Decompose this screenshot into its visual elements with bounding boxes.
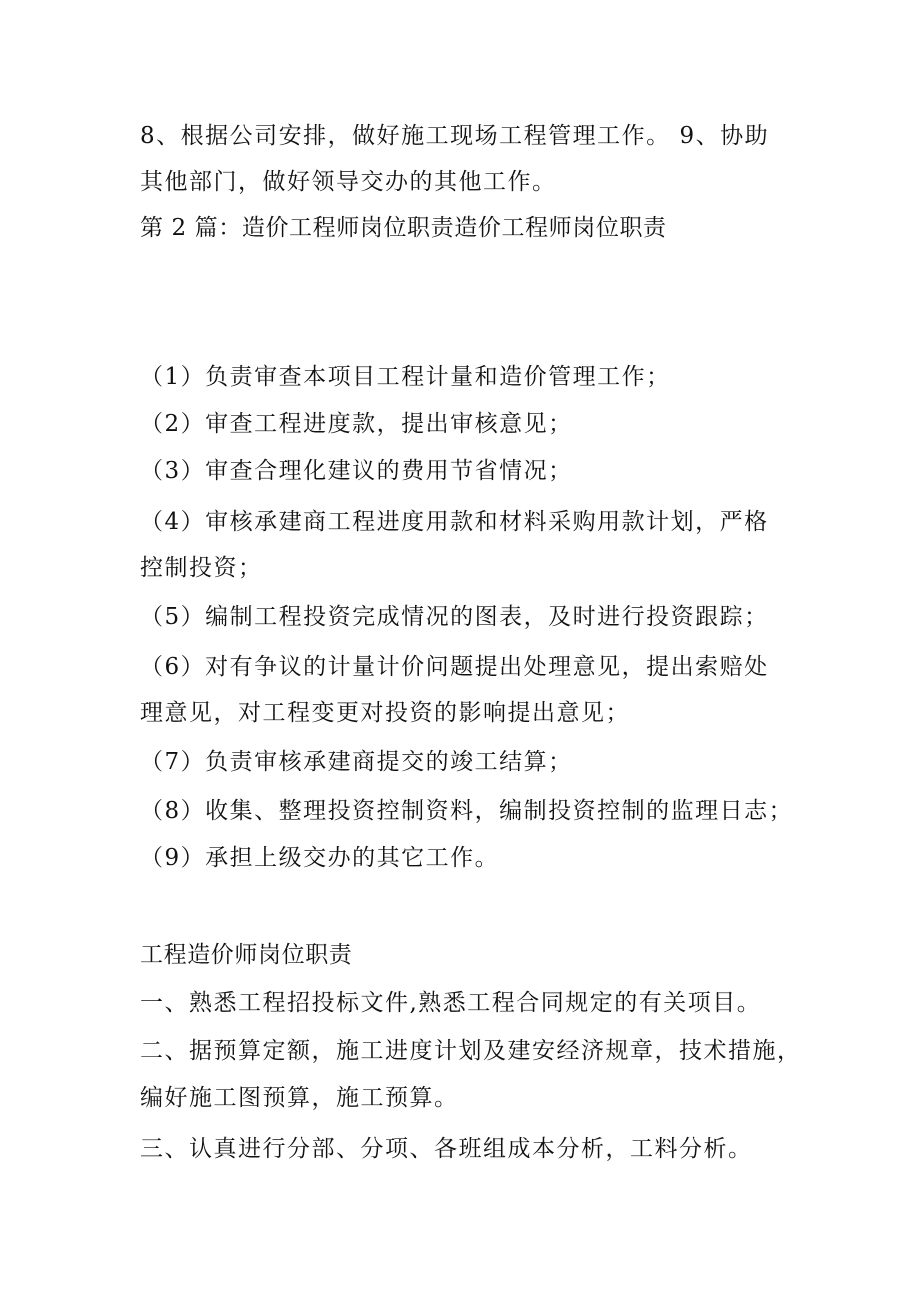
duty-item-1: （1）负责审查本项目工程计量和造价管理工作； <box>140 364 671 390</box>
duty-item-6-continued: 理意见，对工程变更对投资的影响提出意见； <box>140 700 630 726</box>
intro-line-2: 其他部门，做好领导交办的其他工作。 <box>140 169 557 195</box>
duty-item-9: （9）承担上级交办的其它工作。 <box>140 845 500 871</box>
duty-item-6: （6）对有争议的计量计价问题提出处理意见，提出索赔处 <box>140 654 769 680</box>
article-title: 第 2 篇：造价工程师岗位职责造价工程师岗位职责 <box>140 215 667 241</box>
duty-item-3: （3）审查合理化建议的费用节省情况； <box>140 458 573 484</box>
intro-line-1: 8、根据公司安排，做好施工现场工程管理工作。 9、协助 <box>140 123 770 149</box>
duty-item-2: （2）审查工程进度款，提出审核意见； <box>140 411 573 437</box>
duty-item-4-continued: 控制投资； <box>140 555 263 581</box>
duty-item-7: （7）负责审核承建商提交的竣工结算； <box>140 749 573 775</box>
duty-item-4: （4）审核承建商工程进度用款和材料采购用款计划，严格 <box>140 509 769 535</box>
duty-item-5: （5）编制工程投资完成情况的图表，及时进行投资跟踪； <box>140 604 769 630</box>
section-item-1: 一、熟悉工程招投标文件,熟悉工程合同规定的有关项目。 <box>140 990 762 1016</box>
section-item-2-continued: 编好施工图预算，施工预算。 <box>140 1085 459 1111</box>
duty-item-8: （8）收集、整理投资控制资料，编制投资控制的监理日志； <box>140 798 794 824</box>
section-title: 工程造价师岗位职责 <box>140 942 353 968</box>
section-item-2: 二、据预算定额，施工进度计划及建安经济规章，技术措施， <box>140 1038 802 1064</box>
section-item-3: 三、认真进行分部、分项、各班组成本分析，工料分析。 <box>140 1136 753 1162</box>
